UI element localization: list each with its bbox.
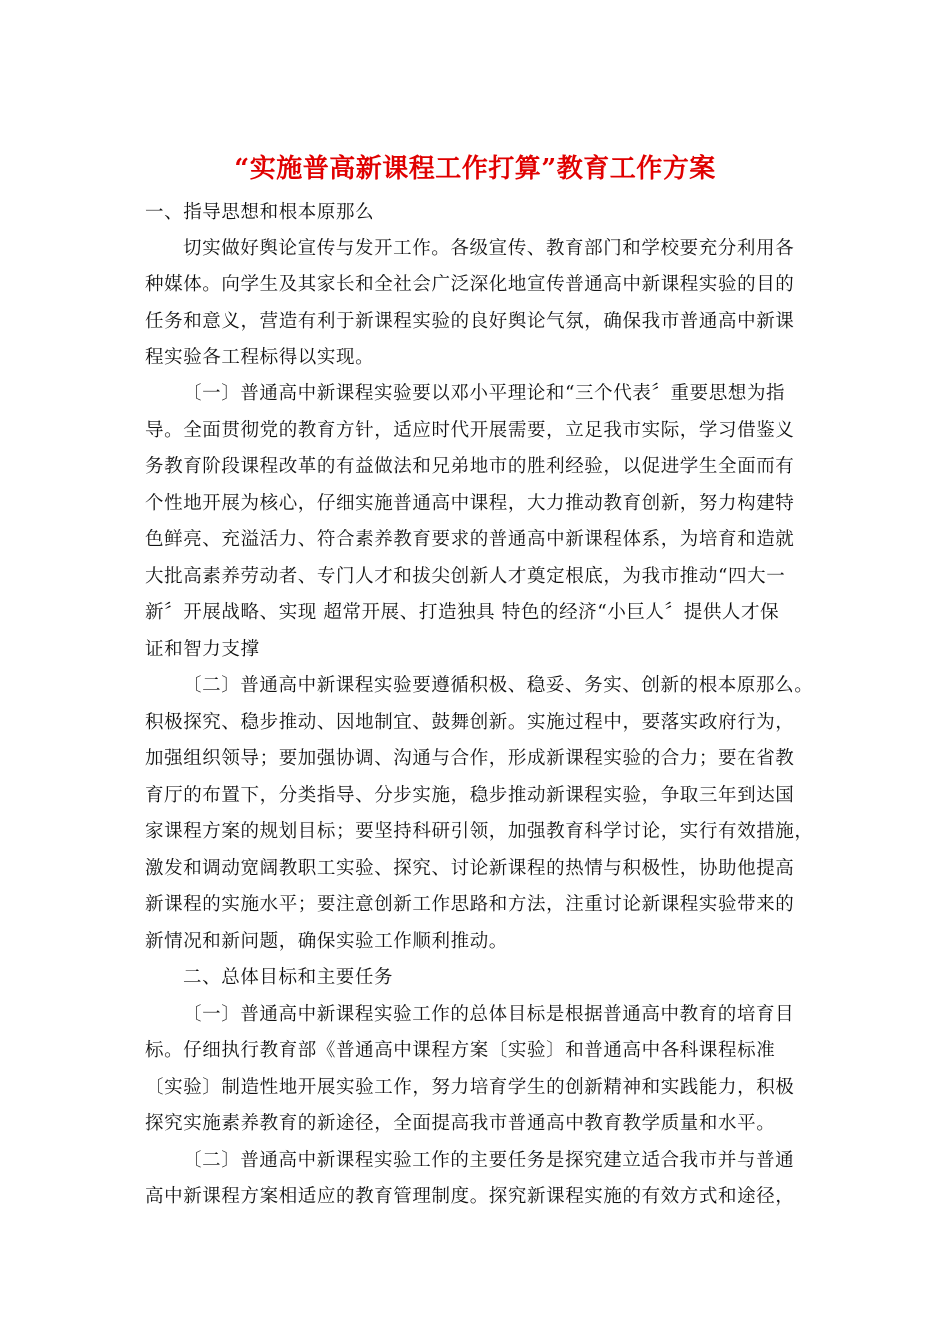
paragraph-line: 高中新课程方案相适应的教育管理制度。探究新课程实施的有效方式和途径，	[145, 1186, 795, 1207]
paragraph-line: 家课程方案的规划目标；要坚持科研引领，加强教育科学讨论，实行有效措施，	[145, 821, 814, 842]
section-heading-1: 一、指导思想和根本原那么	[145, 202, 375, 223]
paragraph-line: 新情况和新问题，确保实验工作顺利推动。	[145, 931, 508, 952]
paragraph-line: 标。仔细执行教育部《普通高中课程方案〔实验〕和普通高中各科课程标准	[145, 1040, 776, 1061]
document-title: “实施普高新课程工作打算”教育工作方案	[234, 154, 716, 184]
paragraph-line: 积极探究、稳步推动、因地制宜、鼓舞创新。实施过程中，要落实政府行为，	[145, 712, 795, 733]
paragraph-line: 大批高素养劳动者、专门人才和拔尖创新人才奠定根底，为我市推动“四大一	[145, 566, 786, 587]
paragraph-line: 新〞开展战略、实现 超常开展、打造独具 特色的经济“小巨人〞提供人才保	[145, 602, 780, 623]
paragraph-line: 色鲜亮、充溢活力、符合素养教育要求的普通高中新课程体系，为培育和造就	[145, 529, 795, 550]
paragraph-line: 切实做好舆论宣传与发开工作。各级宣传、教育部门和学校要充分利用各	[183, 238, 795, 259]
paragraph-line: 种媒体。向学生及其家长和全社会广泛深化地宣传普通高中新课程实验的目的	[145, 274, 795, 295]
paragraph-line: 加强组织领导；要加强协调、沟通与合作，形成新课程实验的合力；要在省教	[145, 748, 795, 769]
paragraph-line: 〔二〕普通高中新课程实验要遵循积极、稳妥、务实、创新的根本原那么。	[183, 675, 814, 696]
paragraph-line: 务教育阶段课程改革的有益做法和兄弟地市的胜利经验，以促进学生全面而有	[145, 456, 795, 477]
paragraph-line: 个性地开展为核心，仔细实施普通高中课程，大力推动教育创新，努力构建特	[145, 493, 795, 514]
paragraph-line: 证和智力支撑	[145, 639, 260, 660]
paragraph-line: 激发和调动宽阔教职工实验、探究、讨论新课程的热情与积极性，协助他提高	[145, 858, 795, 879]
paragraph-line: 〔二〕普通高中新课程实验工作的主要任务是探究建立适合我市并与普通	[183, 1150, 795, 1171]
section-heading-2: 二、总体目标和主要任务	[183, 967, 394, 988]
paragraph-line: 〔一〕普通高中新课程实验工作的总体目标是根据普通高中教育的培育目	[183, 1004, 795, 1025]
paragraph-line: 〔实验〕制造性地开展实验工作，努力培育学生的创新精神和实践能力，积极	[145, 1077, 795, 1098]
paragraph-line: 程实验各工程标得以实现。	[145, 347, 375, 368]
paragraph-line: 探究实施素养教育的新途径，全面提高我市普通高中教育教学质量和水平。	[145, 1113, 776, 1134]
paragraph-line: 新课程的实施水平；要注意创新工作思路和方法，注重讨论新课程实验带来的	[145, 894, 795, 915]
paragraph-line: 任务和意义，营造有利于新课程实验的良好舆论气氛，确保我市普通高中新课	[145, 311, 795, 332]
paragraph-line: 导。全面贯彻党的教育方针，适应时代开展需要，立足我市实际，学习借鉴义	[145, 420, 795, 441]
paragraph-line: 育厅的布置下，分类指导、分步实施，稳步推动新课程实验，争取三年到达国	[145, 785, 795, 806]
paragraph-line: 〔一〕普通高中新课程实验要以邓小平理论和“三个代表〞重要思想为指	[183, 383, 786, 404]
